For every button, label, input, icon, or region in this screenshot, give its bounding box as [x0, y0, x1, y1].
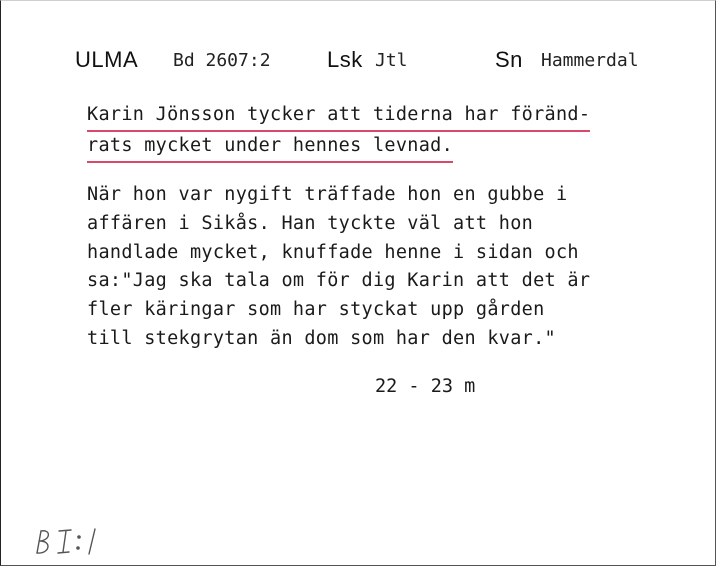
handwritten-mark: [31, 521, 121, 561]
archive-code: ULMA: [75, 47, 139, 72]
volume-number: Bd 2607:2: [173, 50, 271, 71]
body-line: När hon var nygift träffade hon en gubbe i: [87, 184, 568, 205]
body-line: sa:"Jag ska tala om för dig Karin att det är: [87, 270, 591, 292]
body-line: till stekgrytan än dom som har den kvar.": [87, 327, 556, 349]
parish-label: Sn: [495, 47, 523, 72]
card-headline: [87, 101, 590, 163]
body-line: fler käringar som har styckat upp gården: [87, 299, 545, 321]
province-value: Jtl: [375, 50, 408, 71]
body-line: handlade mycket, knuffade henne i sidan och: [87, 241, 579, 263]
headline-line: Karin Jönsson tycker att tiderna har föränd-: [87, 101, 590, 132]
headline-line: rats mycket under hennes levnad.: [87, 132, 453, 163]
province-label: Lsk: [327, 47, 363, 72]
card-body: [87, 181, 590, 354]
page-reference: 22 - 23 m: [375, 376, 476, 397]
parish-value: Hammerdal: [541, 50, 639, 71]
body-line: affären i Sikås. Han tyckte väl att hon: [87, 212, 534, 234]
